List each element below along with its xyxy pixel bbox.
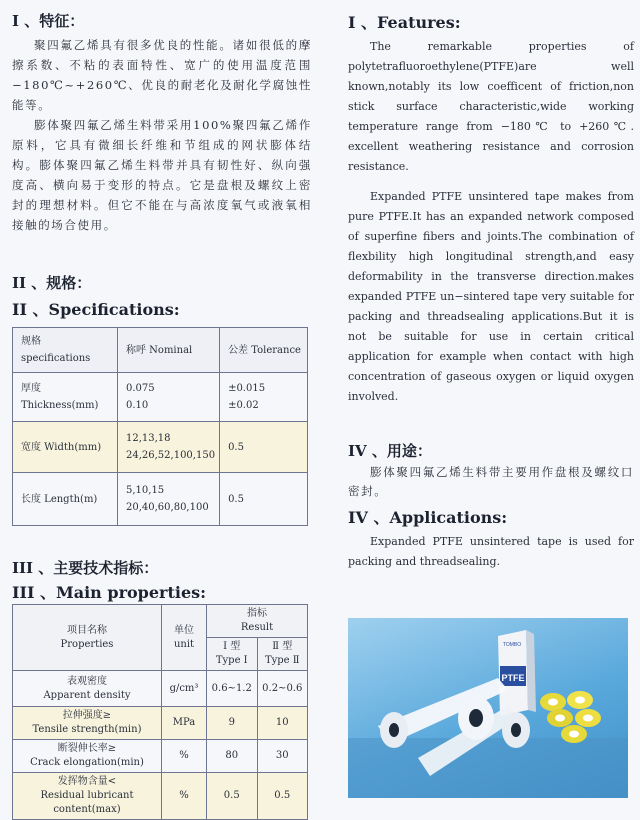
features-para-cn-2: 膨体聚四氟乙烯生料带采用100%聚四氟乙烯作原料，它具有微细长纤维和节组成的网状膨体结构。膨体聚四氟乙烯生料带并具有韧性好、纵向强度高、横向易于变形的特点。它是盘根及螺纹上密封的理想材料。但它不能在与高浓度氧气或液氧相接触的场合使用。 bbox=[12, 118, 312, 232]
table-row bbox=[13, 373, 308, 422]
spec-col-header: 规格 specifications bbox=[13, 328, 118, 373]
ptfe-box bbox=[498, 630, 536, 716]
box-label: PTFE bbox=[501, 673, 525, 683]
unit-col-header: 单位 unit bbox=[162, 605, 207, 671]
box-top-label: TOMBO bbox=[502, 642, 522, 648]
prop-name: 发挥物含量< Residual lubricant content(max) bbox=[13, 773, 162, 820]
spec-nominal: 12,13,18 24,26,52,100,150 bbox=[118, 422, 220, 473]
applications-heading-cn: IV 、用途： bbox=[348, 442, 432, 460]
table-row bbox=[13, 740, 308, 773]
spec-col-header: 公差 Tolerance bbox=[220, 328, 308, 373]
prop-type1: 80 bbox=[207, 740, 258, 773]
spec-nominal: 5,10,15 20,40,60,80,100 bbox=[118, 473, 220, 526]
prop-type1: 0.6~1.2 bbox=[207, 671, 258, 707]
features-para-en-1: The remarkable properties of polytetrafluoroethylene(PTFE)are well known,notably its low coefficent of friction,non stick surface characteristic,wide working temperature range from −180℃ to +260℃. excellent weathering resistance and corrosion resistance. bbox=[348, 40, 634, 173]
applications-para-cn: 膨体聚四氟乙烯生料带主要用作盘根及螺纹口密封。 bbox=[348, 465, 634, 498]
specifications-table bbox=[12, 327, 308, 526]
prop-type2: 30 bbox=[257, 740, 308, 773]
main-heading-cn: III 、主要技术指标： bbox=[12, 559, 159, 577]
prop-type2: 0.5 bbox=[257, 773, 308, 820]
spec-nominal: 0.075 0.10 bbox=[118, 373, 220, 422]
table-row bbox=[13, 707, 308, 740]
prop-unit: % bbox=[162, 740, 207, 773]
prop-unit: MPa bbox=[162, 707, 207, 740]
spec-row-label: 宽度 Width(mm) bbox=[13, 422, 118, 473]
spec-row-label: 厚度 Thickness(mm) bbox=[13, 373, 118, 422]
yellow-tape-rolls bbox=[540, 691, 601, 743]
prop-type2: 10 bbox=[257, 707, 308, 740]
prop-type1: 0.5 bbox=[207, 773, 258, 820]
table-row bbox=[13, 671, 308, 707]
main-heading-en: III 、Main properties: bbox=[12, 583, 207, 602]
features-heading-cn: I 、特征： bbox=[12, 12, 85, 30]
spec-row-label: 长度 Length(m) bbox=[13, 473, 118, 526]
prop-type2: 0.2~0.6 bbox=[257, 671, 308, 707]
table-row bbox=[13, 473, 308, 526]
applications-para-en: Expanded PTFE unsintered tape is used for packing and threadsealing. bbox=[348, 535, 634, 568]
prop-name: 表观密度 Apparent density bbox=[13, 671, 162, 707]
props-col-header: 项目名称 Properties bbox=[13, 605, 162, 671]
table-row bbox=[13, 773, 308, 820]
table-row bbox=[13, 422, 308, 473]
type1-col-header: I 型 Type Ⅰ bbox=[207, 638, 258, 671]
features-cn-section bbox=[12, 10, 312, 235]
features-heading-en: I 、Features: bbox=[348, 13, 461, 32]
applications-heading-en: IV 、Applications: bbox=[348, 508, 508, 527]
spec-heading-cn: II 、规格： bbox=[12, 274, 92, 292]
prop-name: 断裂伸长率≥ Crack elongation(min) bbox=[13, 740, 162, 773]
spec-col-header: 称呼 Nominal bbox=[118, 328, 220, 373]
product-photo bbox=[348, 618, 628, 798]
features-para-cn-1: 聚四氟乙烯具有很多优良的性能。诸如很低的摩擦系数、不粘的表面特性、宽广的使用温度范围−180℃~+260℃、优良的耐老化及耐化学腐蚀性能等。 bbox=[12, 38, 312, 112]
main-properties-table bbox=[12, 604, 308, 820]
result-col-header: 指标 Result bbox=[207, 605, 308, 638]
applications-section bbox=[348, 440, 634, 572]
spec-headings bbox=[12, 272, 180, 320]
features-para-en-2: Expanded PTFE unsintered tape makes from pure PTFE.It has an expanded network composed of superfine fibers and joints.The combination of flexbility high longitudinal strength,and easy deformability in the transverse direction.makes expanded PTFE un−sintered tape very suitable for packing and threadsealing applications.But it is not be suitable for use in certain critical application for example when contact with high concentration of gaseous oxygen or liquid oxygen involved. bbox=[348, 190, 634, 403]
prop-type1: 9 bbox=[207, 707, 258, 740]
prop-unit: g/cm³ bbox=[162, 671, 207, 707]
prop-name: 拉伸强度≥ Tensile strength(min) bbox=[13, 707, 162, 740]
prop-unit: % bbox=[162, 773, 207, 820]
spec-tolerance: 0.5 bbox=[220, 473, 308, 526]
main-headings bbox=[12, 557, 206, 603]
features-en-section bbox=[348, 10, 634, 407]
type2-col-header: Ⅱ 型 Type Ⅱ bbox=[257, 638, 308, 671]
spec-heading-en: II 、Specifications: bbox=[12, 300, 180, 319]
spec-tolerance: 0.5 bbox=[220, 422, 308, 473]
ptfe-tape-illustration bbox=[348, 618, 628, 798]
spec-tolerance: ±0.015 ±0.02 bbox=[220, 373, 308, 422]
